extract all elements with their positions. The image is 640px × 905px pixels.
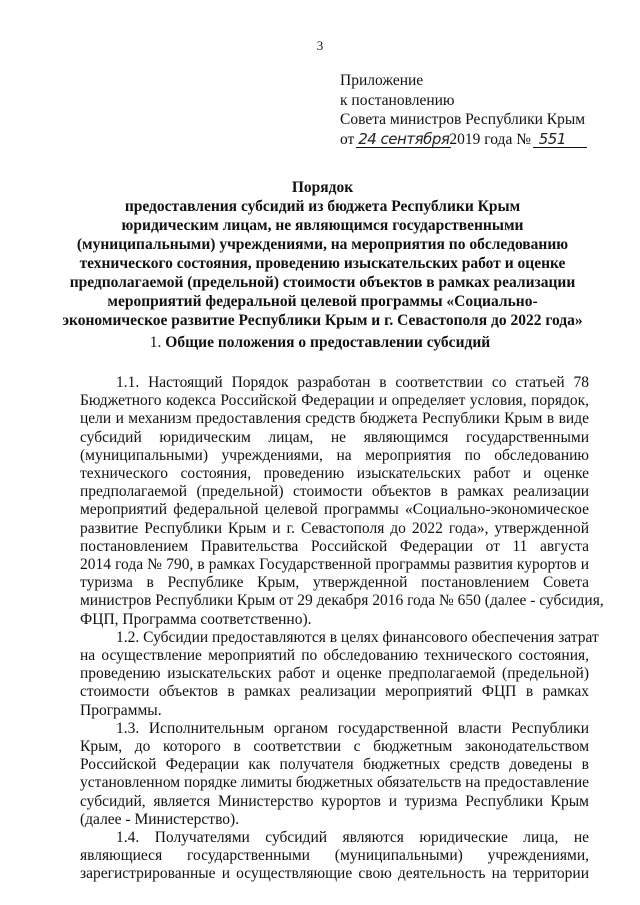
body-line: проведению изыскательских работ и оценке предполагаемой (предельной) (80, 665, 589, 683)
appendix-line: Совета министров Республики Крым (340, 111, 586, 128)
body-line: технического состояния, проведению изыскательских работ и оценке (80, 465, 589, 483)
title-line: Порядок (291, 179, 354, 196)
body-line: зарегистрированные и осуществляющие свою деятельность на территории (80, 865, 589, 883)
appendix-block (340, 71, 620, 149)
title-line: юридическим лицам, не являющимся государственными (121, 217, 524, 234)
handwritten-date: 24 сентября (358, 129, 450, 148)
date-prefix: от (340, 130, 355, 148)
body-line: субсидий, является Министерство курортов и туризма Республики Крым (80, 792, 589, 810)
body-line: развитие Республики Крым и г. Севастополя до 2022 года», утвержденной (80, 519, 589, 537)
body-line: министров Республики Крым от 29 декабря 2016 года № 650 (далее - субсидия, (80, 592, 604, 610)
title-line: мероприятий федеральной целевой программы «Социально- (107, 293, 538, 310)
body-line: 1.4. Получателями субсидий являются юридические лица, не (116, 829, 589, 847)
body-line: Бюджетного кодекса Российской Федерации и определяет условия, порядок, (80, 392, 589, 410)
body-line: 1.3. Исполнительным органом государственной власти Республики (116, 719, 589, 737)
section-title: Общие положения о предоставлении субсидий (165, 334, 491, 351)
body-line: стоимости объектов в рамках реализации мероприятий ФЦП в рамках (80, 683, 589, 701)
body-line: 1.2. Субсидии предоставляются в целях финансового обеспечения затрат (116, 628, 599, 646)
title-line: предоставления субсидий из бюджета Республики Крым (124, 198, 521, 215)
body-line: являющиеся государственными (муниципальными) учреждениями, (80, 847, 589, 865)
title-line: (муниципальными) учреждениями, на мероприятия по обследованию (76, 236, 569, 253)
body-line: 1.1. Настоящий Порядок разработан в соответствии со статьей 78 (116, 374, 589, 391)
appendix-date-line (340, 130, 620, 150)
body-line: субсидий юридическим лицам, не являющимся государственными (80, 428, 589, 446)
body-text (80, 374, 604, 884)
body-line: туризма в Республике Крым, утвержденной постановлением Совета (80, 574, 589, 592)
title-line: экономическое развитие Республики Крым и г. Севастополя до 2022 года» (62, 312, 583, 329)
handwritten-number: 551 (535, 130, 585, 150)
title-line: предполагаемой (предельной) стоимости объектов в рамках реализации (69, 274, 576, 291)
title-line: технического состояния, проведению изыскательских работ и оценке (79, 255, 566, 272)
body-line: ФЦП, Программа соответственно). (80, 610, 312, 628)
appendix-line: к постановлению (340, 91, 455, 109)
page-number: 3 (316, 38, 324, 53)
body-line: Крым, до которого в соответствии с бюджетным законодательством (80, 738, 589, 756)
body-line: цели и механизм предоставления средств бюджета Республики Крым в виде (80, 410, 589, 428)
body-line: постановлением Правительства Российской Федерации от 11 августа (80, 537, 589, 555)
body-line: мероприятий федеральной целевой программы «Социально-экономическое (80, 501, 589, 519)
section-number: 1. (149, 334, 162, 351)
body-line: Российской Федерации как получателя бюджетных средств доведены в (80, 756, 589, 774)
body-line: (муниципальными) учреждениями, на мероприятия по обследованию (80, 446, 589, 464)
body-line: (далее - Министерство). (80, 810, 240, 828)
document-title (55, 178, 590, 330)
body-line: предполагаемой (предельной) стоимости объектов в рамках реализации (80, 483, 589, 501)
section-heading (0, 333, 640, 352)
appendix-line: Приложение (340, 72, 424, 89)
date-suffix: 2019 года № (449, 130, 531, 148)
body-line: установленном порядке лимиты бюджетных обязательств на предоставление (80, 774, 589, 792)
body-line: на осуществление мероприятий по обследованию технического состояния, (80, 647, 589, 665)
body-line: Программы. (80, 701, 162, 719)
body-line: 2014 года № 790, в рамках Государственной программы развития курортов и (80, 556, 589, 574)
